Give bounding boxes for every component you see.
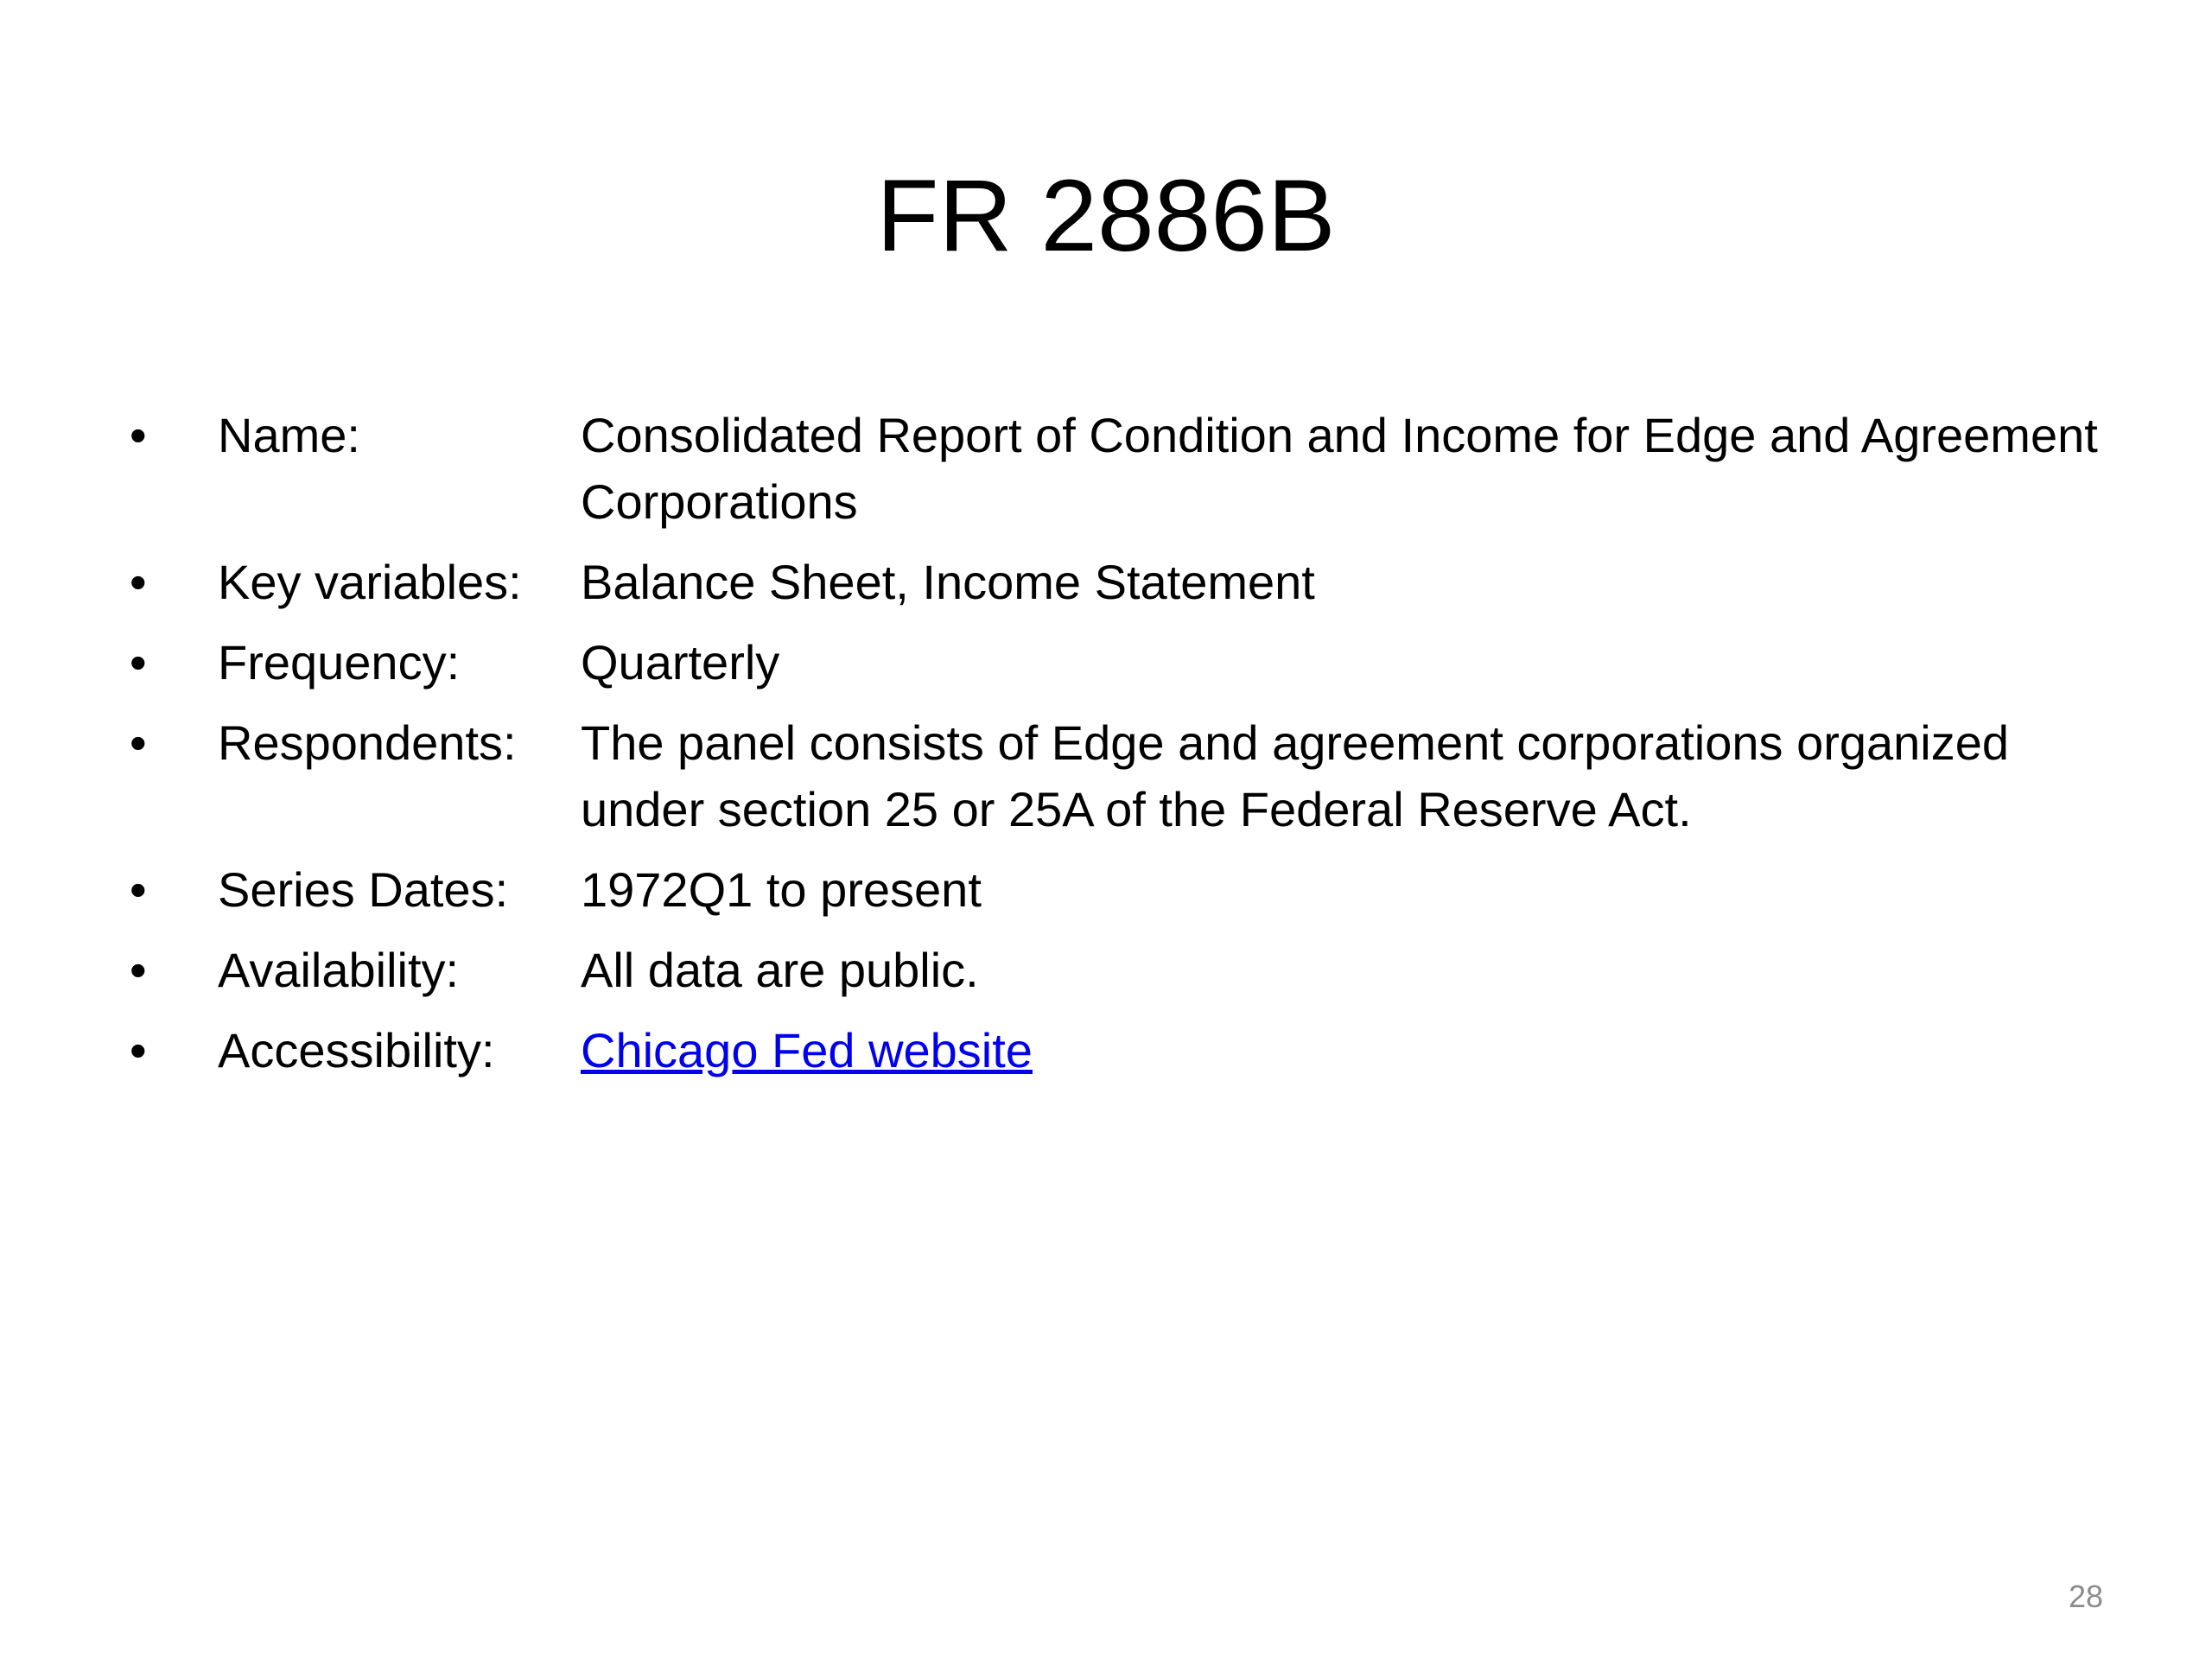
item-label: Availability:: [218, 943, 460, 997]
slide-title: FR 2886B: [876, 159, 1336, 273]
bullet-item-availability: [130, 937, 2117, 1003]
item-value: Balance Sheet, Income Statement: [581, 555, 1315, 609]
item-value: Consolidated Report of Condition and Income for Edge and Agreement Corporations: [581, 408, 2098, 529]
item-value: Quarterly: [581, 635, 780, 690]
item-value: 1972Q1 to present: [581, 862, 982, 917]
item-label: Frequency:: [218, 635, 461, 690]
item-label: Key variables:: [218, 555, 522, 609]
bullet-item-frequency: [130, 629, 2117, 696]
bullet-icon: •: [130, 943, 147, 997]
item-label: Respondents:: [218, 715, 517, 770]
bullet-icon: •: [130, 408, 147, 462]
item-label: Series Dates:: [218, 862, 509, 917]
chicago-fed-website-link[interactable]: Chicago Fed website: [581, 1023, 1033, 1077]
item-value: All data are public.: [581, 943, 979, 997]
item-value: The panel consists of Edge and agreement corporations organized under section 25 or 25A of the Federal Reserve Act.: [581, 715, 2010, 836]
bullet-item-key-variables: [130, 549, 2117, 615]
bullet-icon: •: [130, 862, 147, 917]
bullet-item-name: [130, 402, 2117, 535]
bullet-icon: •: [130, 715, 147, 770]
item-value-wrapper: [581, 1017, 2101, 1084]
item-label: Name:: [218, 408, 360, 462]
bullet-icon: •: [130, 555, 147, 609]
bullet-icon: •: [130, 635, 147, 690]
page-number: 28: [2068, 1579, 2103, 1614]
bullet-item-series-dates: [130, 856, 2117, 923]
bullet-list: [130, 402, 2117, 1097]
bullet-icon: •: [130, 1023, 147, 1077]
bullet-item-accessibility: [130, 1017, 2117, 1084]
item-label: Accessibility:: [218, 1023, 495, 1077]
bullet-item-respondents: [130, 709, 2117, 842]
